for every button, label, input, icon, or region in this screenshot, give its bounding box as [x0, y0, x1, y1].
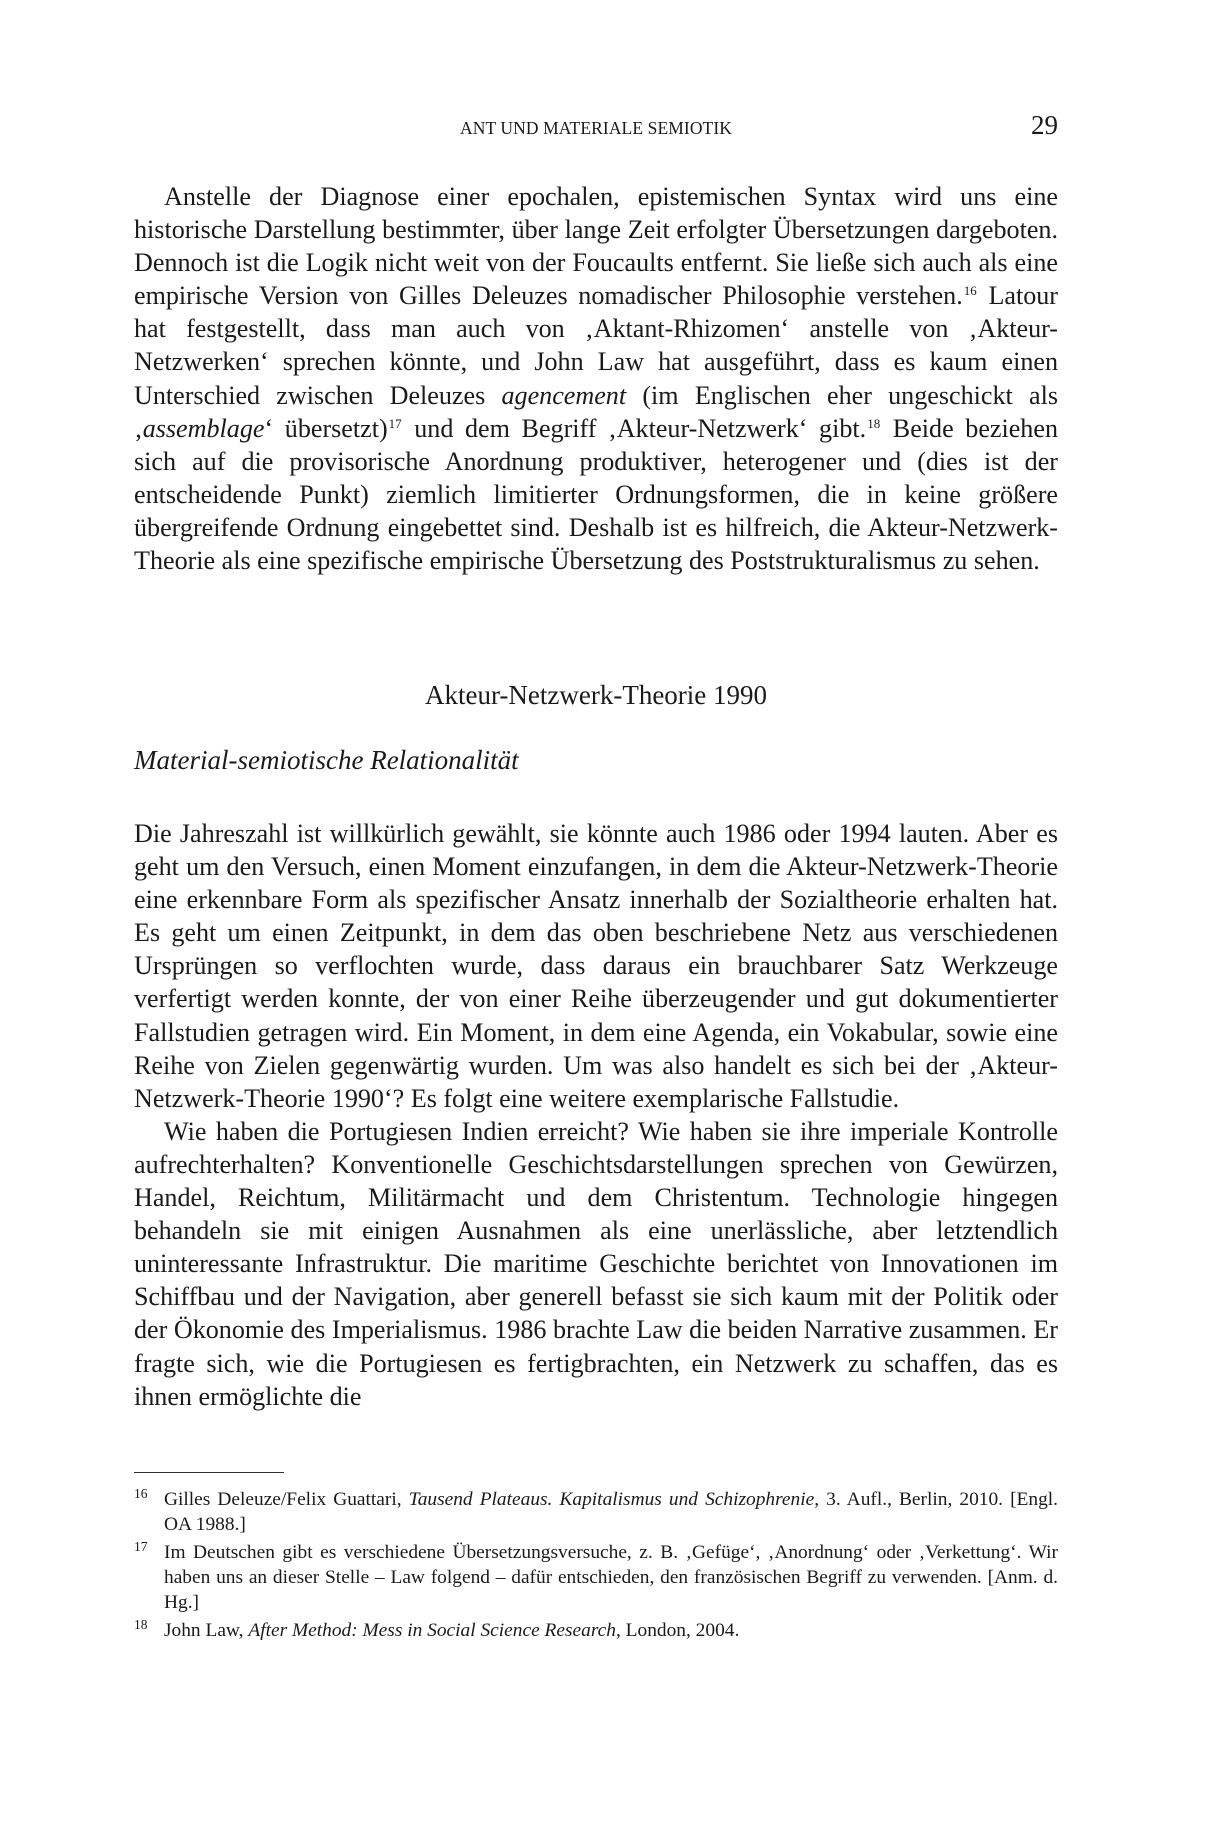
running-header: [134, 112, 1058, 144]
footnote-separator: [134, 1472, 284, 1473]
italic-term: agencement: [501, 380, 627, 410]
footnote-title: After Method: Mess in Social Science Research: [248, 1620, 616, 1641]
body-paragraph-3: Wie haben die Portugiesen Indien erreicht? Wie haben sie ihre imperiale Kontrolle aufrechterhalten? Konventionelle Geschichtsdarstellungen sprechen von Gewürzen, Handel, Reichtum, Militärmacht und dem Christentum. Technologie hingegen behandeln sie mit einigen Ausnahmen als eine unerlässliche, aber letztendlich uninteressante Infrastruktur. Die maritime Geschichte berichtet von Innovationen im Schiffbau und der Navigation, aber generell befasst sie sich kaum mit der Politik oder der Ökonomie des Imperialismus. 1986 brachte Law die beiden Narrative zusammen. Er fragte sich, wie die Portugiesen es fertigbrachten, ein Netzwerk zu schaffen, das es ihnen ermöglichte die: [134, 1116, 1058, 1411]
footnote-17: [134, 1540, 1058, 1615]
section-heading: Akteur-Netzwerk-Theorie 1990: [424, 680, 768, 710]
text-run: und dem Begriff ‚Akteur-Netzwerk‘ gibt.: [402, 413, 867, 443]
footnote-18: [134, 1618, 1058, 1643]
footnote-text: , 3. Aufl., Berlin, 2010. [Engl. OA 1988.]: [164, 1489, 1059, 1535]
subsection-heading: Material-semiotische Relationalität: [134, 745, 519, 775]
text-run: Anstelle der Diagnose einer epochalen, epistemischen Syntax wird uns eine historische Darstellung bestimmter, über lange Zeit erfolgter Übersetzungen dargeboten. Dennoch ist die Logik nicht weit von der Foucaults entfernt. Sie ließe sich auch als eine empirische Version von Gilles Deleuzes nomadischer Philosophie verstehen.: [134, 182, 1058, 311]
body-paragraph-1: [134, 180, 1058, 577]
footnote-number: 17: [134, 1539, 148, 1554]
text-run: Latour hat festgestellt, dass man auch von ‚Aktant-Rhizomen‘ anstelle von ‚Akteur-Netzwerken‘ sprechen könnte, und John Law hat ausgeführt, dass es kaum einen Unterschied zwischen Deleuzes: [134, 281, 1058, 410]
footnote-ref-18[interactable]: 18: [867, 415, 881, 431]
text-run: (im Englischen eher ungeschickt als ‚: [134, 380, 1058, 443]
footnotes: [134, 1487, 1058, 1646]
footnote-text: , London, 2004.: [615, 1620, 740, 1641]
footnote-number: 16: [134, 1486, 148, 1501]
footnote-text: Im Deutschen gibt es verschiedene Übersetzungsversuche, z. B. ‚Gefüge‘, ‚Anordnung‘ oder ‚Verkettung‘. Wir haben uns an dieser Stelle – Law folgend – dafür entschieden, den französischen Begriff zu verwenden. [Anm. d. Hg.]: [164, 1542, 1058, 1613]
page-number: 29: [1031, 110, 1058, 140]
footnote-text: John Law,: [164, 1620, 249, 1641]
footnote-16: [134, 1487, 1058, 1537]
text-run: Beide beziehen sich auf die provisorische Anordnung produktiver, heterogener und (dies ist der entscheidende Punkt) ziemlich limitierter Ordnungsformen, die in keine größere übergreifende Ordnung eingebettet sind. Deshalb ist es hilfreich, die Akteur-Netzwerk-Theorie als eine spezifische empirische Übersetzung des Poststrukturalismus zu sehen.: [134, 413, 1058, 576]
footnote-number: 18: [134, 1617, 148, 1632]
text-run: ‘ übersetzt): [264, 413, 388, 443]
running-title: ANT UND MATERIALE SEMIOTIK: [459, 118, 733, 138]
body-paragraph-2: Die Jahreszahl ist willkürlich gewählt, sie könnte auch 1986 oder 1994 lauten. Aber es geht um den Versuch, einen Moment einzufangen, in dem die Akteur-Netzwerk-Theorie eine erkennbare Form als spezifischer Ansatz innerhalb der Sozialtheorie erhalten hat. Es geht um einen Zeitpunkt, in dem das oben beschriebene Netz aus verschiedenen Ursprüngen so verflochten wurde, dass daraus ein brauchbarer Satz Werkzeuge verfertigt werden konnte, der von einer Reihe überzeugender und gut dokumentierter Fallstudien getragen wird. Ein Moment, in dem eine Agenda, ein Vokabular, sowie eine Reihe von Zielen gegenwärtig wurden. Um was also handelt es sich bei der ‚Akteur-Netzwerk-Theorie 1990‘? Es folgt eine weitere exemplarische Fallstudie.: [134, 819, 1058, 1113]
footnote-title: Tausend Plateaus. Kapitalismus und Schizophrenie: [408, 1489, 815, 1510]
footnote-ref-16[interactable]: 16: [963, 283, 977, 299]
footnote-ref-17[interactable]: 17: [388, 415, 402, 431]
footnote-text: Gilles Deleuze/Felix Guattari,: [164, 1489, 409, 1510]
italic-term: assemblage: [142, 413, 265, 443]
body-section: [134, 817, 1058, 1413]
